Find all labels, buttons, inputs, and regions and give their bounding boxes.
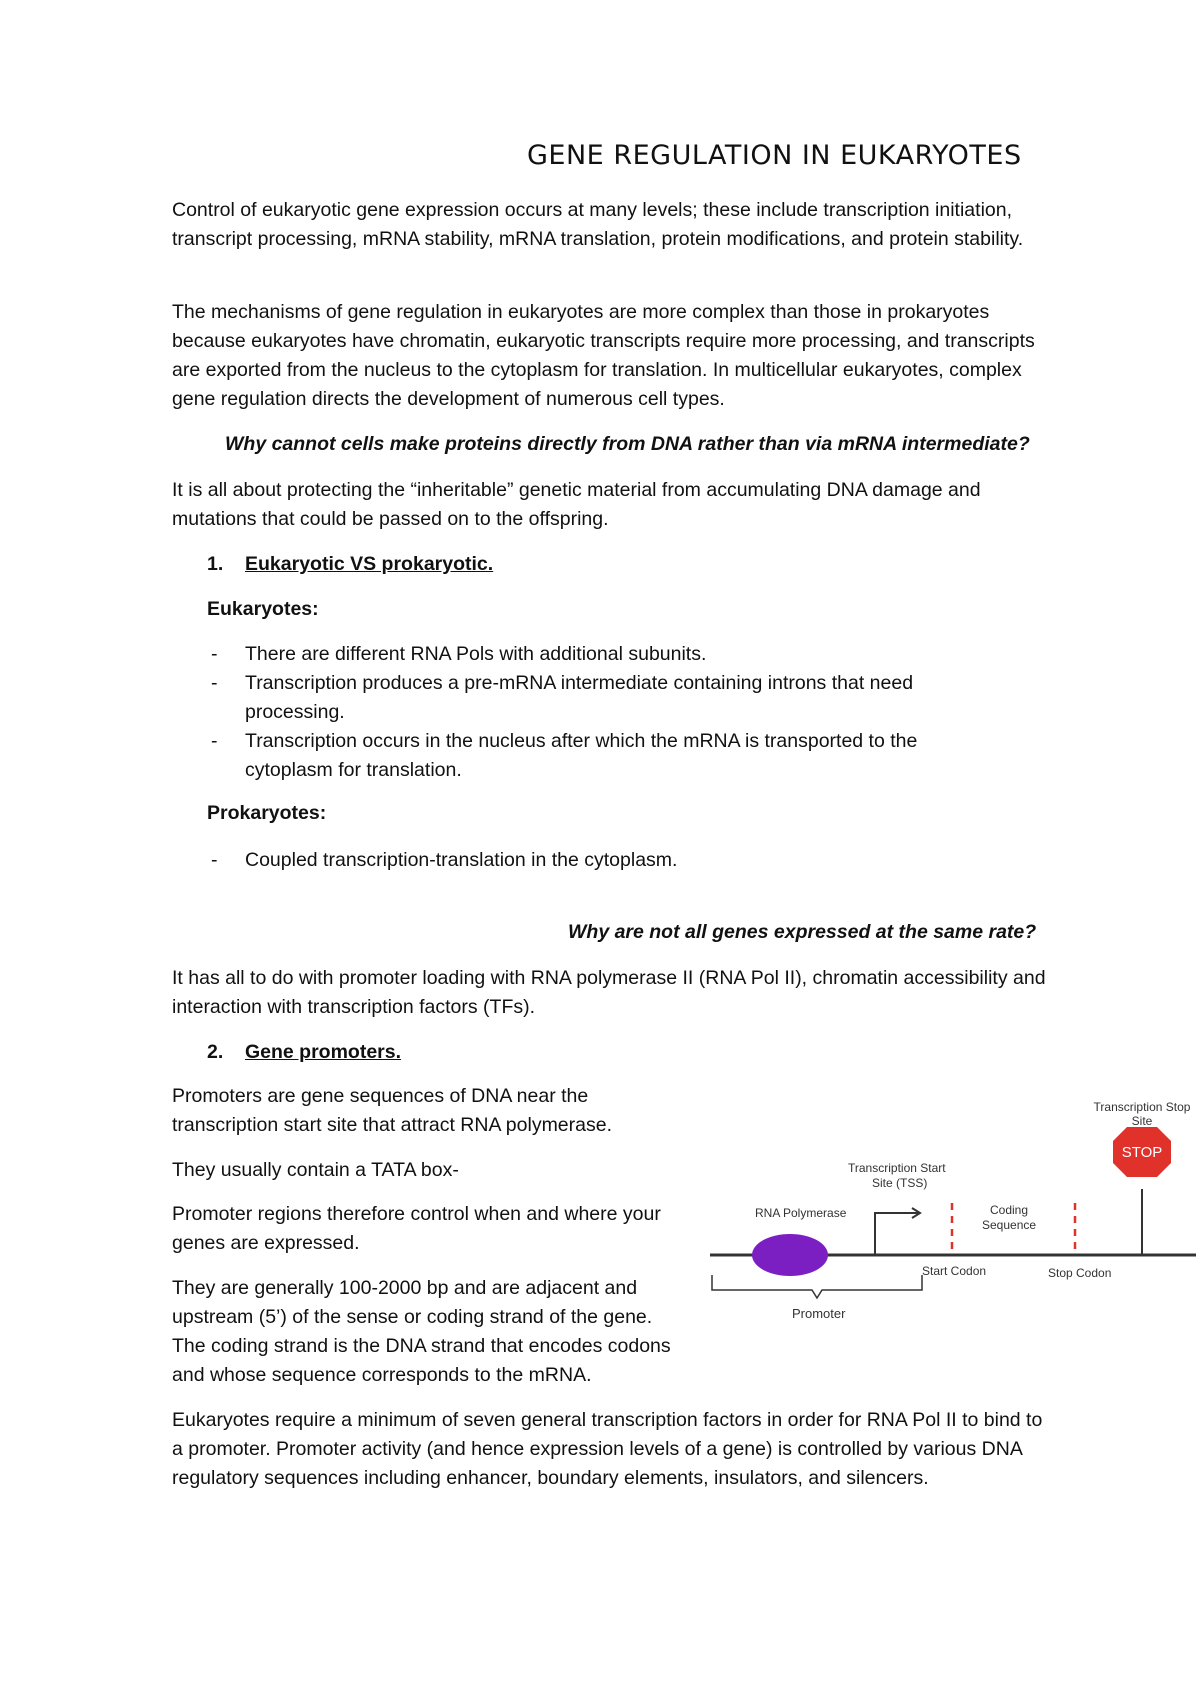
answer-2: It has all to do with promoter loading with RNA polymerase II (RNA Pol II), chromatin accessibility and interaction with transcription factors (TFs). [172,967,1046,1018]
promoter-label: Promoter [792,1306,846,1321]
stop-codon-label: Stop Codon [1048,1266,1112,1280]
rna-polymerase-label: RNA Polymerase [755,1206,847,1220]
section-2-number: 2. [207,1041,224,1063]
promoter-paragraph-1: Promoters are gene sequences of DNA near the transcription start site that attract RNA polymerase. [172,1085,613,1136]
intro-paragraph-2: The mechanisms of gene regulation in eukaryotes are more complex than those in prokaryotes because eukaryotes have chromatin, eukaryotic transcripts require more processing, and transcripts are exported from the nucleus to the cytoplasm for translation. In multicellular eukaryotes, complex gene regulation directs the development of numerous cell types. [172,301,1035,410]
stop-site-label-line2: Site [1131,1114,1153,1128]
promoter-paragraph-5: Eukaryotes require a minimum of seven general transcription factors in order for RNA Pol II to bind to a promoter. Promoter activity (and hence expression levels of a gene) is controlled by various DNA regulatory sequences including enhancer, boundary elements, insulators, and silencers. [172,1409,1043,1489]
question-1: Why cannot cells make proteins directly from DNA rather than via mRNA intermediate? [225,433,1030,455]
section-2-heading [207,1041,401,1064]
list-item: - Transcription produces a pre-mRNA intermediate containing introns that need processing. [211,672,914,723]
tss-label-line2: Site (TSS) [872,1176,928,1190]
eukaryotes-list [207,640,967,785]
section-2-title: Gene promoters. [245,1041,402,1063]
prokaryotes-list [207,846,967,875]
intro-paragraph-1: Control of eukaryotic gene expression occurs at many levels; these include transcription initiation, transcript processing, mRNA stability, mRNA translation, protein modifications, and protein stability. [172,199,1024,250]
coding-sequence-line2: Sequence [982,1218,1037,1232]
stop-site-label-line1: Transcription Stop [1093,1100,1191,1114]
promoter-paragraph-2: They usually contain a TATA box- [172,1159,459,1181]
promoter-paragraph-4: They are generally 100-2000 bp and are adjacent and upstream (5’) of the sense or coding strand of the gene. The coding strand is the DNA strand that encodes codons and whose sequence corresponds to the mRNA. [172,1277,671,1386]
start-codon-label: Start Codon [922,1264,987,1278]
rna-polymerase-icon [752,1234,828,1276]
eukaryotes-label: Eukaryotes: [207,598,319,620]
coding-sequence-line1: Coding [990,1203,1029,1217]
promoter-paragraph-3: Promoter regions therefore control when and where your genes are expressed. [172,1203,661,1254]
gene-structure-diagram [700,1085,1200,1335]
list-item: - Coupled transcription-translation in the cytoplasm. [211,849,678,871]
section-1-title: Eukaryotic VS prokaryotic. [245,553,494,575]
list-item: - Transcription occurs in the nucleus after which the mRNA is transported to the cytoplasm for translation. [211,730,918,781]
section-1-heading [207,553,493,576]
stop-sign-text: STOP [1121,1144,1163,1161]
list-item: - There are different RNA Pols with additional subunits. [211,643,707,665]
tss-arrow-icon [875,1213,918,1255]
promoter-bracket [712,1275,922,1298]
page-title: GENE REGULATION IN EUKARYOTES [527,140,1022,171]
tss-label-line1: Transcription Start [848,1161,946,1175]
answer-1: It is all about protecting the “inheritable” genetic material from accumulating DNA damage and mutations that could be passed on to the offspring. [172,479,981,530]
prokaryotes-label: Prokaryotes: [207,802,327,824]
question-2: Why are not all genes expressed at the same rate? [568,921,1037,943]
section-1-number: 1. [207,553,224,575]
